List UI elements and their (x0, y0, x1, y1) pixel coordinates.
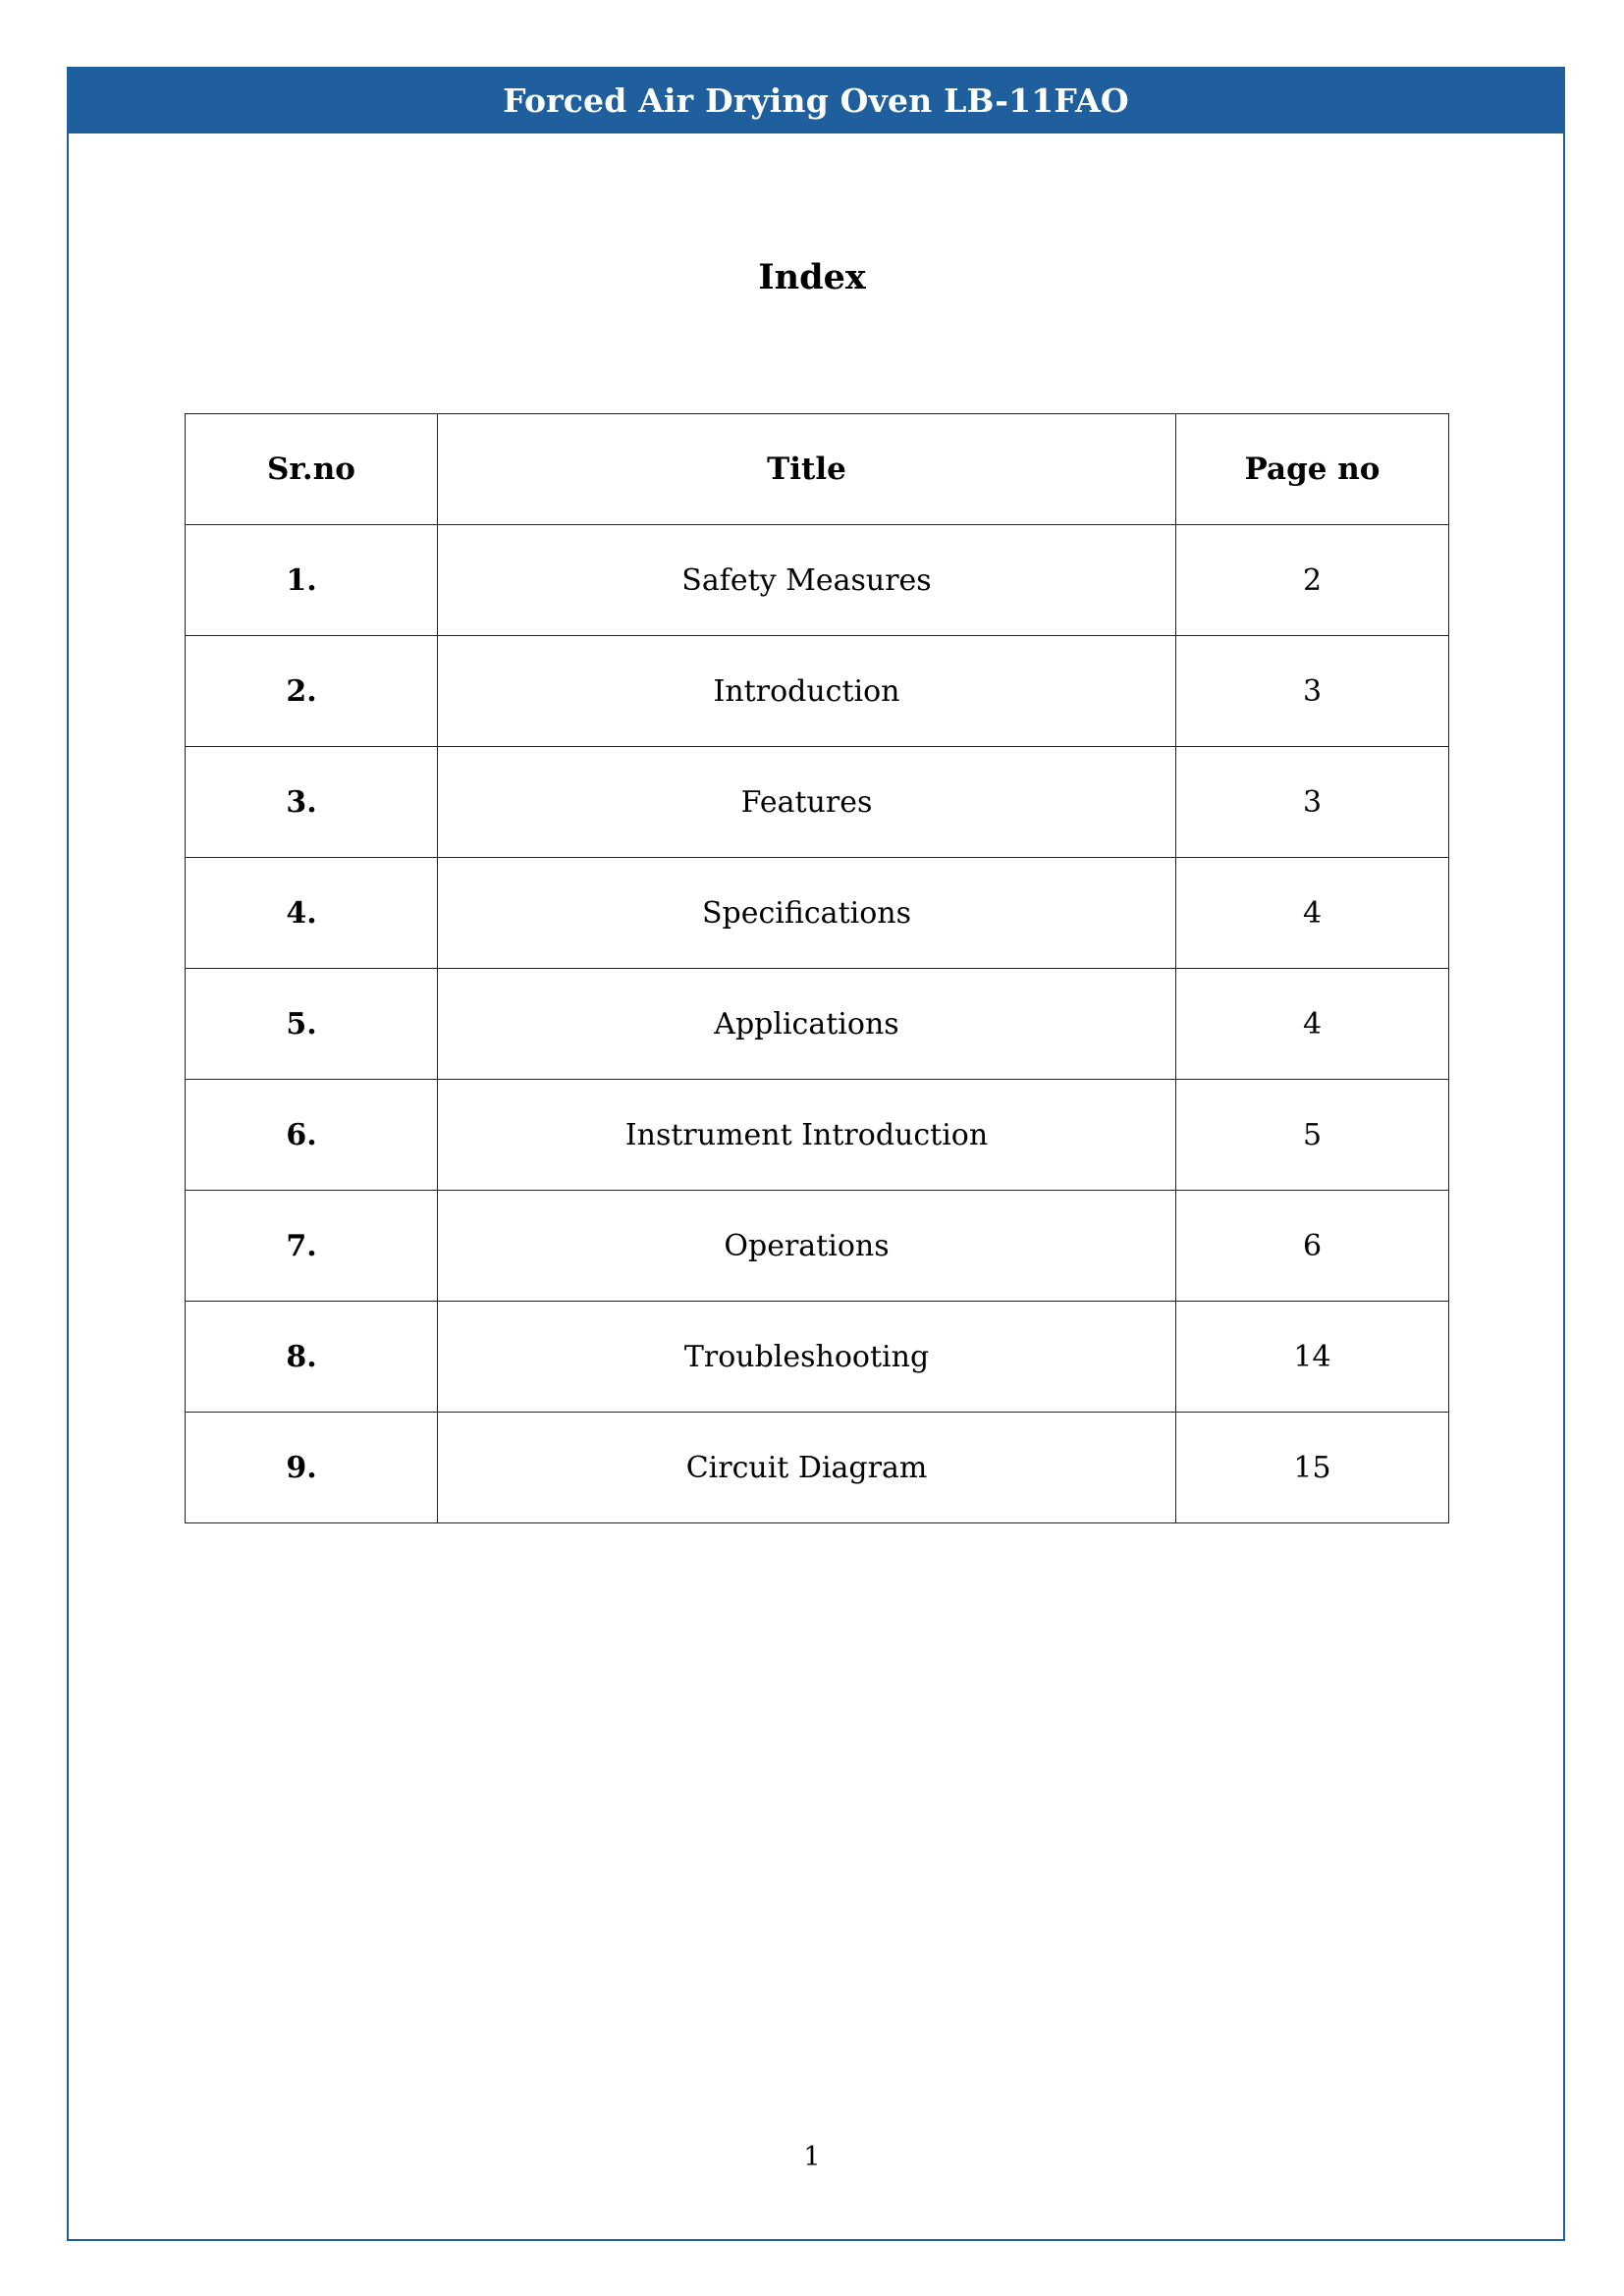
row-page: 3 (1176, 636, 1449, 747)
row-srno: 9. (186, 1413, 438, 1523)
column-header-title: Title (438, 414, 1176, 525)
table-row (186, 1080, 1449, 1191)
row-title: Introduction (438, 636, 1176, 747)
row-srno: 6. (186, 1080, 438, 1191)
row-srno: 1. (186, 525, 438, 636)
table-row (186, 1191, 1449, 1302)
row-srno: 4. (186, 858, 438, 969)
page-number: 1 (803, 2142, 821, 2172)
row-srno: 7. (186, 1191, 438, 1302)
row-page: 5 (1176, 1080, 1449, 1191)
row-title: Applications (438, 969, 1176, 1080)
row-title: Instrument Introduction (438, 1080, 1176, 1191)
row-srno: 8. (186, 1302, 438, 1413)
row-title: Safety Measures (438, 525, 1176, 636)
table-row (186, 747, 1449, 858)
row-page: 6 (1176, 1191, 1449, 1302)
document-title: Forced Air Drying Oven LB-11FAO (503, 80, 1129, 120)
column-header-page: Page no (1176, 414, 1449, 525)
row-page: 15 (1176, 1413, 1449, 1523)
table-row (186, 969, 1449, 1080)
row-srno: 5. (186, 969, 438, 1080)
row-title: Troubleshooting (438, 1302, 1176, 1413)
row-page: 2 (1176, 525, 1449, 636)
table-row (186, 525, 1449, 636)
table-row (186, 636, 1449, 747)
table-row (186, 1302, 1449, 1413)
row-page: 4 (1176, 858, 1449, 969)
table-row (186, 858, 1449, 969)
row-page: 3 (1176, 747, 1449, 858)
index-heading: Index (758, 257, 866, 297)
row-title: Circuit Diagram (438, 1413, 1176, 1523)
document-header (67, 67, 1565, 133)
row-title: Operations (438, 1191, 1176, 1302)
column-header-srno: Sr.no (186, 414, 438, 525)
table-header-row (186, 414, 1449, 525)
row-srno: 3. (186, 747, 438, 858)
table-row (186, 1413, 1449, 1523)
row-title: Specifications (438, 858, 1176, 969)
row-srno: 2. (186, 636, 438, 747)
index-table (185, 413, 1449, 1523)
row-page: 4 (1176, 969, 1449, 1080)
row-page: 14 (1176, 1302, 1449, 1413)
row-title: Features (438, 747, 1176, 858)
